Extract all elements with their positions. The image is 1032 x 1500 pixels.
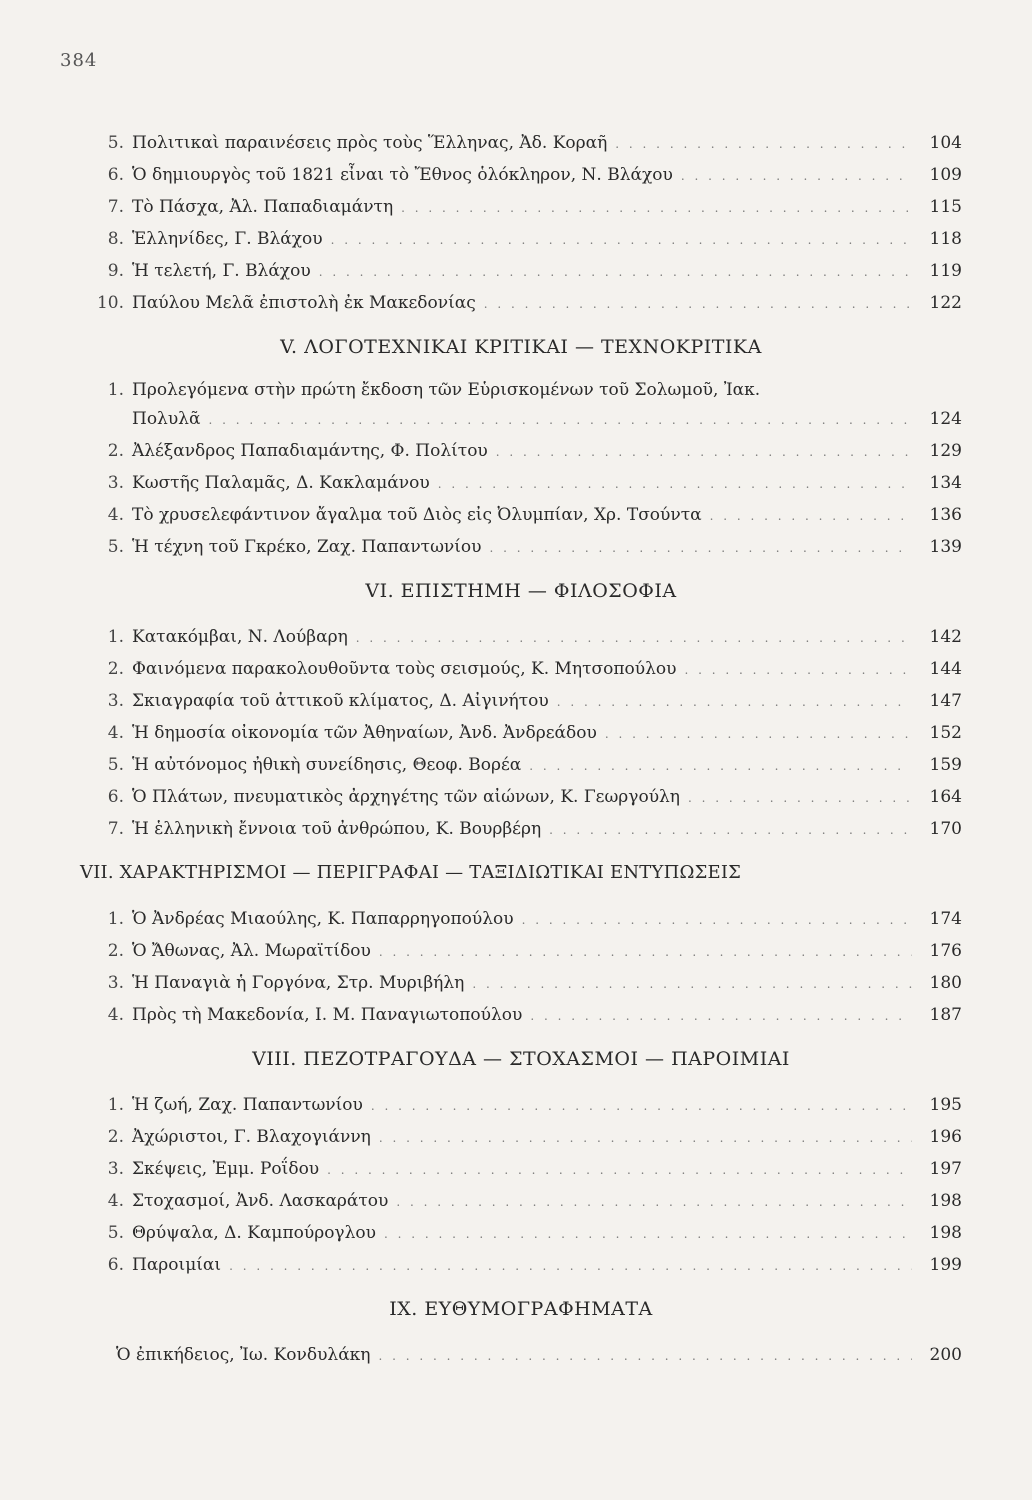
entry-title: Ὁ Πλάτων, πνευματικὸς ἀρχηγέτης τῶν αἰώνων, Κ. Γεωργούλη bbox=[132, 787, 680, 807]
entry-number: 3. bbox=[107, 473, 124, 493]
toc-entry bbox=[80, 999, 962, 1031]
entry-title-continued: Πολυλᾶ bbox=[132, 409, 201, 429]
toc-entry bbox=[80, 1153, 962, 1185]
entry-title: Ἡ τέχνη τοῦ Γκρέκο, Ζαχ. Παπαντωνίου bbox=[132, 537, 482, 557]
toc-entry bbox=[80, 781, 962, 813]
entry-number: 2. bbox=[107, 659, 124, 679]
entry-page: 118 bbox=[929, 229, 962, 249]
entry-page: 129 bbox=[929, 441, 962, 461]
entry-page: 115 bbox=[929, 197, 962, 217]
dot-leader bbox=[710, 500, 912, 532]
entry-page: 139 bbox=[929, 537, 962, 557]
entry-title: Προλεγόμενα στὴν πρώτη ἔκδοση τῶν Εὑρισκομένων τοῦ Σολωμοῦ, Ἰακ. bbox=[132, 380, 761, 400]
entry-number: 5. bbox=[107, 755, 124, 775]
entry-title: Ἑλληνίδες, Γ. Βλάχου bbox=[132, 229, 323, 249]
entry-number: 5. bbox=[107, 1223, 124, 1243]
toc-entry bbox=[80, 435, 962, 467]
toc-entry bbox=[80, 749, 962, 781]
dot-leader bbox=[356, 622, 912, 654]
section-iv-list bbox=[80, 127, 962, 319]
dot-leader bbox=[529, 750, 912, 782]
entry-number: 8. bbox=[107, 229, 124, 249]
entry-page: 164 bbox=[929, 787, 962, 807]
toc-entry bbox=[80, 1339, 962, 1371]
entry-page: 147 bbox=[929, 691, 962, 711]
entry-title: Φαινόμενα παρακολουθοῦντα τοὺς σεισμούς, Κ. Μητσοπούλου bbox=[132, 659, 677, 679]
dot-leader bbox=[396, 1186, 912, 1218]
entry-number: 9. bbox=[107, 261, 124, 281]
toc-entry bbox=[80, 1217, 962, 1249]
dot-leader bbox=[327, 1154, 912, 1186]
dot-leader bbox=[490, 532, 912, 564]
toc-entry bbox=[80, 621, 962, 653]
entry-page: 180 bbox=[929, 973, 962, 993]
toc-entry bbox=[80, 159, 962, 191]
entry-title: Τὸ Πάσχα, Ἀλ. Παπαδιαμάντη bbox=[132, 197, 394, 217]
entry-page: 152 bbox=[929, 723, 962, 743]
entry-number: 3. bbox=[107, 973, 124, 993]
entry-number: 1. bbox=[107, 627, 124, 647]
entry-number: 1. bbox=[107, 1095, 124, 1115]
toc-entry bbox=[80, 531, 962, 563]
toc-entry bbox=[80, 1185, 962, 1217]
entry-number: 4. bbox=[107, 723, 124, 743]
entry-title: Ὁ Ἀνδρέας Μιαούλης, Κ. Παπαρρηγοπούλου bbox=[132, 909, 514, 929]
entry-page: 199 bbox=[929, 1255, 962, 1275]
table-of-contents bbox=[80, 127, 962, 1371]
entry-title: Παροιμίαι bbox=[132, 1255, 222, 1275]
toc-entry bbox=[80, 499, 962, 531]
entry-number: 1. bbox=[107, 380, 124, 400]
entry-title: Κατακόμβαι, Ν. Λούβαρη bbox=[132, 627, 348, 647]
toc-entry bbox=[80, 935, 962, 967]
entry-title: Ἡ τελετή, Γ. Βλάχου bbox=[132, 261, 311, 281]
section-heading: V. ΛΟΓΟΤΕΧΝΙΚΑΙ ΚΡΙΤΙΚΑΙ — ΤΕΧΝΟΚΡΙΤΙΚΑ bbox=[280, 336, 762, 358]
toc-entry bbox=[80, 967, 962, 999]
entry-page: 159 bbox=[929, 755, 962, 775]
entry-number: 5. bbox=[107, 133, 124, 153]
entry-page: 142 bbox=[929, 627, 962, 647]
dot-leader bbox=[379, 1122, 912, 1154]
entry-number: 2. bbox=[107, 441, 124, 461]
entry-title: Τὸ χρυσελεφάντινον ἄγαλμα τοῦ Διὸς εἰς Ὀλυμπίαν, Χρ. Τσούντα bbox=[132, 505, 702, 525]
dot-leader bbox=[438, 468, 912, 500]
dot-leader bbox=[522, 904, 912, 936]
toc-entry bbox=[80, 813, 962, 845]
entry-title: Στοχασμοί, Ἀνδ. Λασκαράτου bbox=[132, 1191, 389, 1211]
entry-title: Ἀχώριστοι, Γ. Βλαχογιάννη bbox=[132, 1127, 371, 1147]
entry-page: 109 bbox=[929, 165, 962, 185]
section-heading: IX. ΕΥΘΥΜΟΓΡΑΦΗΜΑΤΑ bbox=[389, 1298, 653, 1320]
entry-title: Πρὸς τὴ Μακεδονία, Ι. Μ. Παναγιωτοπούλου bbox=[132, 1005, 523, 1025]
entry-title: Ὁ δημιουργὸς τοῦ 1821 εἶναι τὸ Ἔθνος ὁλόκληρον, Ν. Βλάχου bbox=[132, 165, 673, 185]
dot-leader bbox=[208, 404, 912, 436]
entry-page: 136 bbox=[929, 505, 962, 525]
entry-page: 198 bbox=[929, 1191, 962, 1211]
entry-page: 104 bbox=[929, 133, 962, 153]
dot-leader bbox=[530, 1000, 912, 1032]
toc-entry bbox=[80, 685, 962, 717]
entry-number: 10. bbox=[96, 293, 124, 313]
entry-title: Ἡ αὐτόνομος ἠθικὴ συνείδησις, Θεοφ. Βορέα bbox=[132, 755, 522, 775]
page-number: 384 bbox=[60, 50, 98, 71]
dot-leader bbox=[549, 814, 912, 846]
dot-leader bbox=[605, 718, 912, 750]
dot-leader bbox=[229, 1250, 912, 1282]
entry-number: 4. bbox=[107, 505, 124, 525]
entry-title: Πολιτικαὶ παραινέσεις πρὸς τοὺς Ἕλληνας, Ἀδ. Κοραῆ bbox=[132, 133, 608, 153]
dot-leader bbox=[615, 128, 912, 160]
toc-entry bbox=[80, 1089, 962, 1121]
toc-entry bbox=[80, 1249, 962, 1281]
dot-leader bbox=[401, 192, 912, 224]
dot-leader bbox=[319, 256, 912, 288]
entry-title: Ἀλέξανδρος Παπαδιαμάντης, Φ. Πολίτου bbox=[132, 441, 488, 461]
dot-leader bbox=[557, 686, 912, 718]
section-heading: VIII. ΠΕΖΟΤΡΑΓΟΥΔΑ — ΣΤΟΧΑΣΜΟΙ — ΠΑΡΟΙΜΙΑΙ bbox=[252, 1048, 790, 1070]
toc-entry bbox=[80, 377, 962, 435]
entry-number: 2. bbox=[107, 1127, 124, 1147]
entry-page: 176 bbox=[929, 941, 962, 961]
entry-number: 5. bbox=[107, 537, 124, 557]
entry-page: 122 bbox=[929, 293, 962, 313]
entry-number: 7. bbox=[107, 819, 124, 839]
entry-title: Σκέψεις, Ἐμμ. Ροΐδου bbox=[132, 1159, 320, 1179]
entry-title: Σκιαγραφία τοῦ ἀττικοῦ κλίματος, Δ. Αἰγινήτου bbox=[132, 691, 549, 711]
entry-number: 3. bbox=[107, 691, 124, 711]
entry-number: 4. bbox=[107, 1005, 124, 1025]
entry-title: Ἡ Παναγιὰ ἡ Γοργόνα, Στρ. Μυριβήλη bbox=[132, 973, 465, 993]
entry-page: 134 bbox=[929, 473, 962, 493]
section-heading: VI. ΕΠΙΣΤΗΜΗ — ΦΙΛΟΣΟΦΙΑ bbox=[365, 580, 677, 602]
entry-continuation bbox=[80, 403, 962, 435]
dot-leader bbox=[384, 1218, 912, 1250]
entry-title: Ἡ ζωή, Ζαχ. Παπαντωνίου bbox=[132, 1095, 363, 1115]
entry-number: 3. bbox=[107, 1159, 124, 1179]
entry-title: Ὁ ἐπικήδειος, Ἰω. Κονδυλάκη bbox=[116, 1345, 371, 1365]
toc-entry bbox=[80, 223, 962, 255]
toc-entry bbox=[80, 191, 962, 223]
entry-page: 195 bbox=[929, 1095, 962, 1115]
entry-number: 6. bbox=[107, 165, 124, 185]
toc-entry bbox=[80, 1121, 962, 1153]
toc-entry bbox=[80, 467, 962, 499]
dot-leader bbox=[379, 936, 912, 968]
entry-page: 119 bbox=[929, 261, 962, 281]
entry-title: Κωστῆς Παλαμᾶς, Δ. Κακλαμάνου bbox=[132, 473, 430, 493]
toc-entry bbox=[80, 287, 962, 319]
dot-leader bbox=[331, 224, 912, 256]
section-heading: VII. ΧΑΡΑΚΤΗΡΙΣΜΟΙ — ΠΕΡΙΓΡΑΦΑΙ — ΤΑΞΙΔΙΩΤΙΚΑΙ ΕΝΤΥΠΩΣΕΙΣ bbox=[80, 862, 742, 883]
entry-number: 4. bbox=[107, 1191, 124, 1211]
entry-title: Ἡ ἑλληνικὴ ἔννοια τοῦ ἀνθρώπου, Κ. Βουρβέρη bbox=[132, 819, 542, 839]
toc-entry bbox=[80, 127, 962, 159]
entry-title: Θρύψαλα, Δ. Καμπούρογλου bbox=[132, 1223, 376, 1243]
dot-leader bbox=[371, 1090, 912, 1122]
dot-leader bbox=[379, 1340, 913, 1372]
toc-entry bbox=[80, 255, 962, 287]
entry-page: 198 bbox=[929, 1223, 962, 1243]
toc-entry bbox=[80, 717, 962, 749]
dot-leader bbox=[496, 436, 912, 468]
entry-number: 6. bbox=[107, 787, 124, 807]
dot-leader bbox=[484, 288, 912, 320]
entry-page: 197 bbox=[929, 1159, 962, 1179]
entry-page: 124 bbox=[929, 409, 962, 429]
entry-title: Ὁ Ἄθωνας, Ἀλ. Μωραϊτίδου bbox=[132, 941, 371, 961]
entry-page: 144 bbox=[929, 659, 962, 679]
toc-entry bbox=[80, 653, 962, 685]
entry-number: 7. bbox=[107, 197, 124, 217]
entry-number: 6. bbox=[107, 1255, 124, 1275]
dot-leader bbox=[684, 654, 912, 686]
dot-leader bbox=[681, 160, 912, 192]
toc-entry bbox=[80, 903, 962, 935]
entry-title: Ἡ δημοσία οἰκονομία τῶν Ἀθηναίων, Ἀνδ. Ἀνδρεάδου bbox=[132, 723, 597, 743]
dot-leader bbox=[472, 968, 912, 1000]
entry-page: 187 bbox=[929, 1005, 962, 1025]
dot-leader bbox=[688, 782, 912, 814]
entry-title: Παύλου Μελᾶ ἐπιστολὴ ἐκ Μακεδονίας bbox=[132, 293, 476, 313]
entry-page: 170 bbox=[929, 819, 962, 839]
entry-number: 2. bbox=[107, 941, 124, 961]
entry-number: 1. bbox=[107, 909, 124, 929]
entry-page: 196 bbox=[929, 1127, 962, 1147]
entry-page: 200 bbox=[929, 1345, 962, 1365]
entry-page: 174 bbox=[929, 909, 962, 929]
